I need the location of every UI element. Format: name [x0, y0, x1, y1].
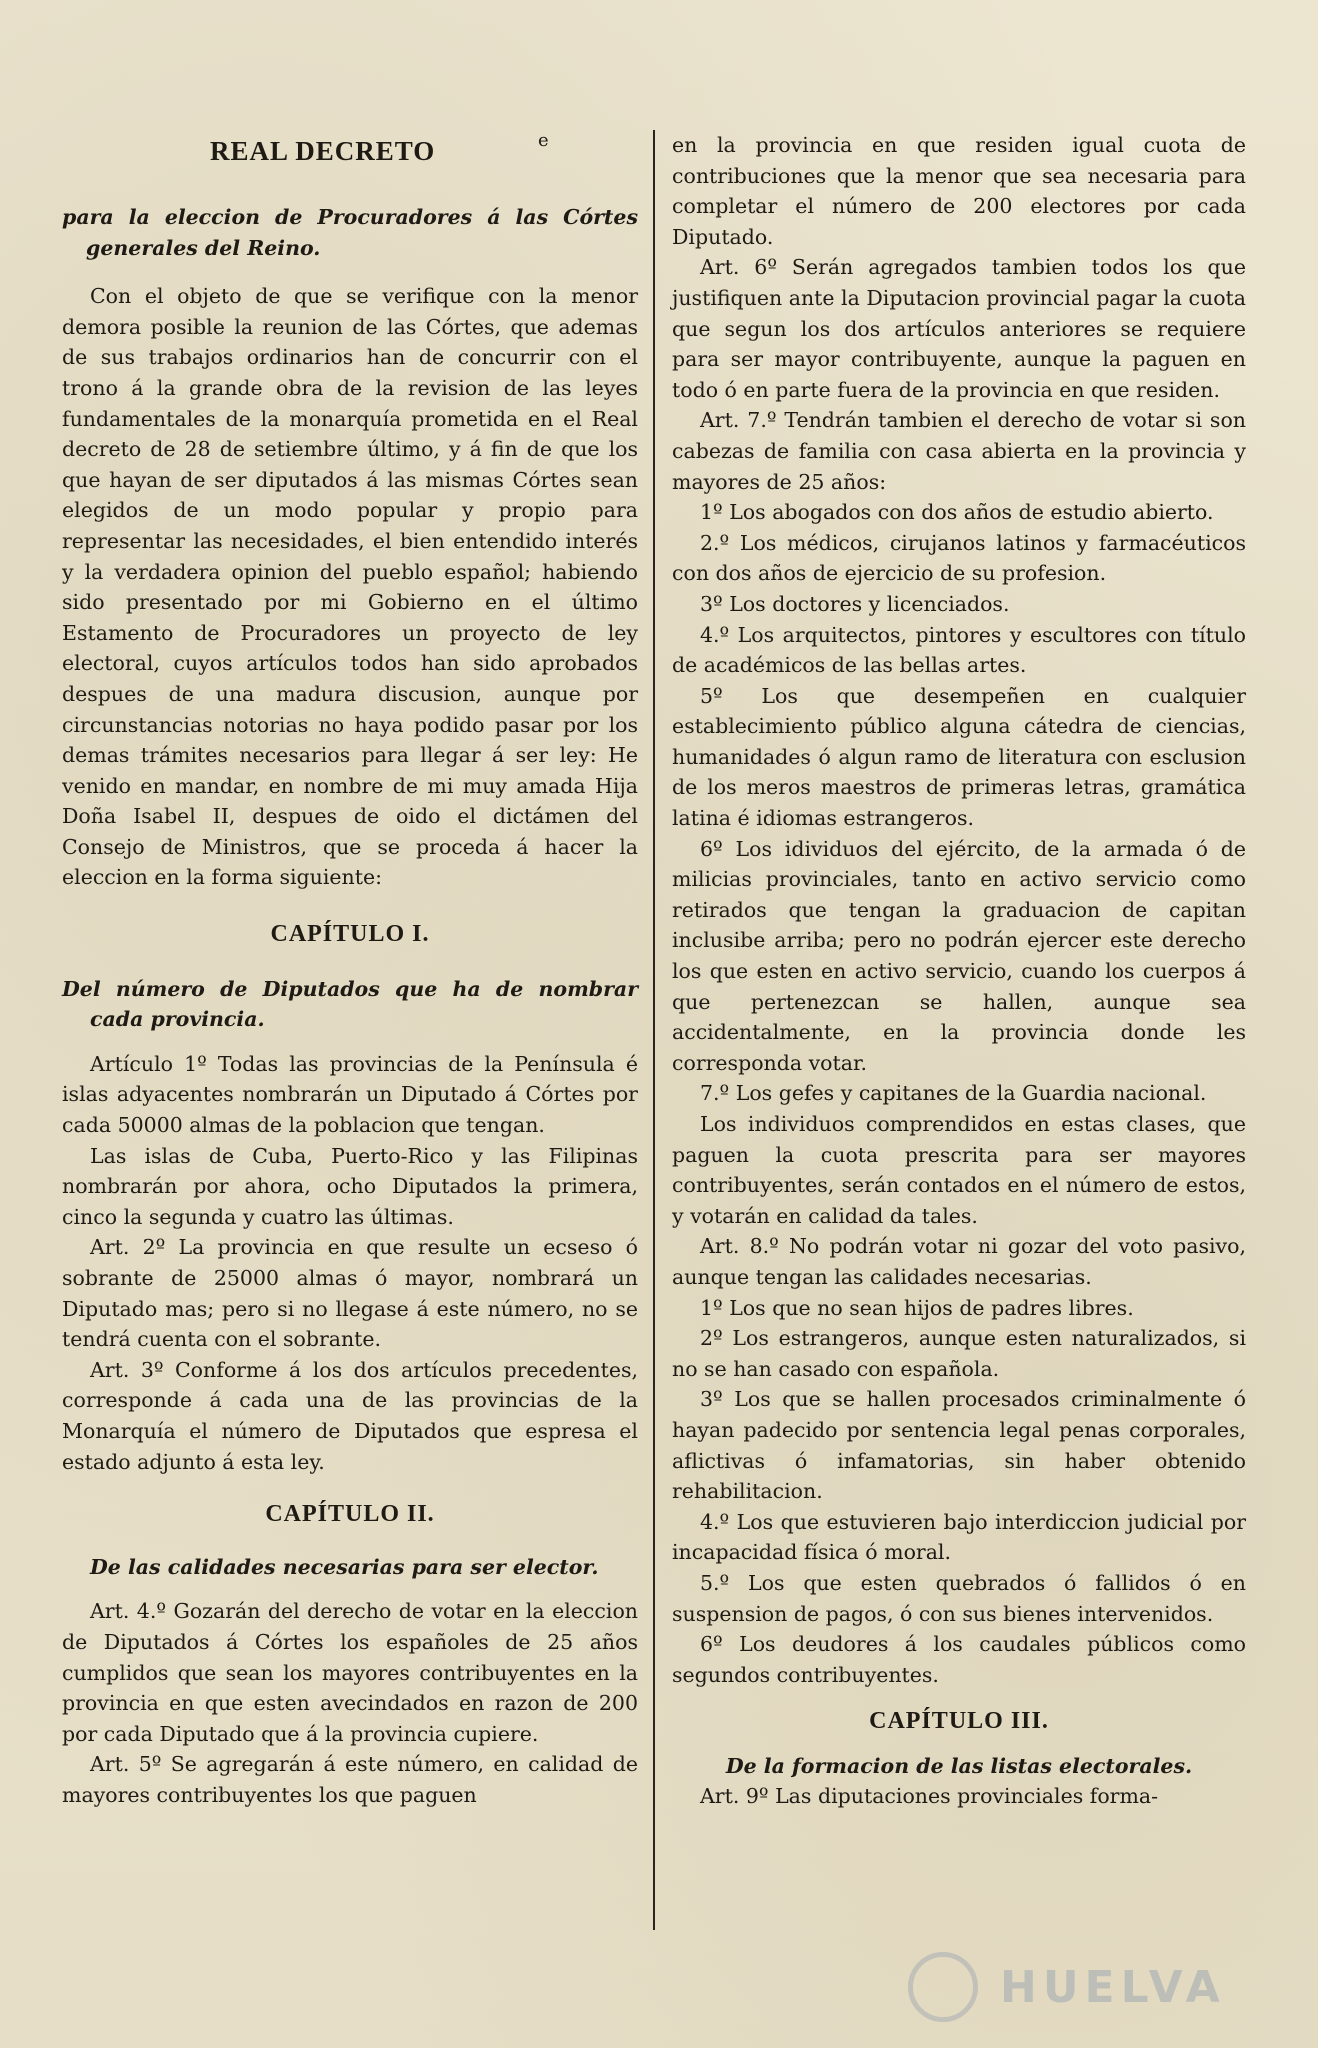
right-column — [672, 130, 1246, 1812]
chapter-2-heading: CAPÍTULO II. — [265, 1501, 435, 1528]
chapter-3-subheading: De la formacion de las listas electorales. — [725, 1753, 1193, 1778]
article-7-item-4: 4.º Los arquitectos, pintores y escultores con título de académicos de las bellas artes. — [672, 622, 1246, 678]
chapter-2-subheading: De las calidades necesarias para ser elector. — [90, 1554, 599, 1579]
article-8-item-6: 6º Los deudores á los caudales públicos como segundos contribuyentes. — [672, 1632, 1246, 1687]
article-5-continued: en la provincia en que residen igual cuota de contribuciones que la menor que sea necesaria para completar el número de 200 electores por cada Diputado. — [672, 133, 1246, 249]
article-4: Art. 4.º Gozarán del derecho de votar en la eleccion de Diputados á Córtes los españoles de 25 años cumplidos que sean los mayores contribuyentes en la provincia en que esten avecindados en razon de 200 por cada Diputado que á la provincia cupiere. — [62, 1599, 638, 1746]
watermark — [910, 1958, 1250, 2022]
article-7-item-6: 6º Los idividuos del ejército, de la armada ó de milicias provinciales, tanto en activo servicio como retirados que tengan la graduacion de capitan inclusibe arriba; pero no podrán ejercer este derecho los que esten en activo servicio, cuando los cuerpos á que pertenezcan se hallen, aunque sea accidentalmente, en la provincia donde les corresponda votar. — [672, 836, 1246, 1075]
watermark-text: HUELVA — [1000, 1962, 1226, 2013]
article-8-item-1: 1º Los que no sean hijos de padres libres. — [700, 1295, 1134, 1320]
article-7-item-7: 7.º Los gefes y capitanes de la Guardia nacional. — [700, 1081, 1207, 1106]
left-column — [62, 130, 638, 1811]
page-marker: e — [538, 130, 549, 151]
article-8-item-3: 3º Los que se hallen procesados criminalmente ó hayan padecido por sentencia legal penas corporales, aflictivas ó infamatorias, sin haber obtenido rehabilitacion. — [672, 1387, 1246, 1504]
article-8-item-5: 5.º Los que esten quebrados ó fallidos ó en suspension de pagos, ó con sus bienes intervenidos. — [672, 1570, 1246, 1626]
article-7-item-3: 3º Los doctores y licenciados. — [700, 591, 1010, 616]
article-7-item-2: 2.º Los médicos, cirujanos latinos y farmacéuticos con dos años de ejercicio de su profesion. — [672, 530, 1246, 586]
article-7-note: Los individuos comprendidos en estas clases, que paguen la cuota prescrita para ser mayores contribuyentes, serán contados en el número de estos, y votarán en calidad da tales. — [672, 1112, 1246, 1228]
article-8-item-4: 4.º Los que estuvieren bajo interdiccion judicial por incapacidad física ó moral. — [672, 1509, 1246, 1565]
article-9: Art. 9º Las diputaciones provinciales forma- — [700, 1784, 1159, 1809]
article-1-islands: Las islas de Cuba, Puerto-Rico y las Filipinas nombrarán por ahora, ocho Diputados la primera, cinco la segunda y cuatro las últimas. — [62, 1143, 638, 1229]
article-3: Art. 3º Conforme á los dos artículos precedentes, corresponde á cada una de las provincias de la Monarquía el número de Diputados que espresa el estado adjunto á esta ley. — [62, 1357, 638, 1474]
document-subtitle: para la eleccion de Procuradores á las Córtes generales del Reino. — [62, 205, 638, 260]
chapter-1-subheading: Del número de Diputados que ha de nombrar cada provincia. — [62, 976, 638, 1032]
article-2: Art. 2º La provincia en que resulte un ecseso ó sobrante de 25000 almas ó mayor, nombrará un Diputado mas; pero si no llegase á este número, no se tendrá cuenta con el sobrante. — [62, 1235, 638, 1352]
article-5: Art. 5º Se agregarán á este número, en calidad de mayores contribuyentes los que paguen — [62, 1752, 638, 1807]
preamble: Con el objeto de que se verifique con la menor demora posible la reunion de las Córtes, que ademas de sus trabajos ordinarios han de concurrir con el trono á la grande obra de la revision de las leyes fundamentales de la monarquía prometida en el Real decreto de 28 de setiembre último, y á fin de que los que hayan de ser diputados á las mismas Córtes sean elegidos de un modo popular y propio para representar las necesidades, el bien entendido interés y la verdadera opinion del pueblo español; habiendo sido presentado por mi Gobierno en el último Estamento de Procuradores un proyecto de ley electoral, cuyos artículos todos han sido aprobados despues de una madura discusion, aunque por circunstancias notorias no haya podido pasar por los demas trámites necesarios para llegar á ser ley: He venido en mandar, en nombre de mi muy amada Hija Doña Isabel II, despues de oido el dictámen del Consejo de Ministros, que se proceda á hacer la eleccion en la forma siguiente: — [62, 284, 638, 890]
article-7-item-5: 5º Los que desempeñen en cualquier establecimiento público alguna cátedra de ciencias, humanidades ó algun ramo de literatura con esclusion de los meros maestros de primeras letras, gramática latina é idiomas estrangeros. — [672, 683, 1246, 831]
column-divider — [653, 130, 655, 1930]
article-8-item-2: 2º Los estrangeros, aunque esten naturalizados, si no se han casado con española. — [672, 1326, 1246, 1381]
chapter-1-heading: CAPÍTULO I. — [270, 921, 430, 948]
chapter-3-heading: CAPÍTULO III. — [869, 1708, 1049, 1735]
article-1: Artículo 1º Todas las provincias de la Península é islas adyacentes nombrarán un Diputado á Córtes por cada 50000 almas de la poblacion que tengan. — [62, 1051, 638, 1138]
article-7: Art. 7.º Tendrán tambien el derecho de votar si son cabezas de familia con casa abierta en la provincia y mayores de 25 años: — [672, 408, 1246, 494]
article-8: Art. 8.º No podrán votar ni gozar del voto pasivo, aunque tengan las calidades necesarias. — [672, 1234, 1246, 1289]
article-7-item-1: 1º Los abogados con dos años de estudio abierto. — [700, 500, 1214, 525]
article-6: Art. 6º Serán agregados tambien todos los que justifiquen ante la Diputacion provincial pagar la cuota que segun los dos artículos anteriores se requiere para ser mayor contribuyente, aunque la paguen en todo ó en parte fuera de la provincia en que residen. — [672, 255, 1246, 402]
document-title: REAL DECRETO — [210, 136, 436, 166]
